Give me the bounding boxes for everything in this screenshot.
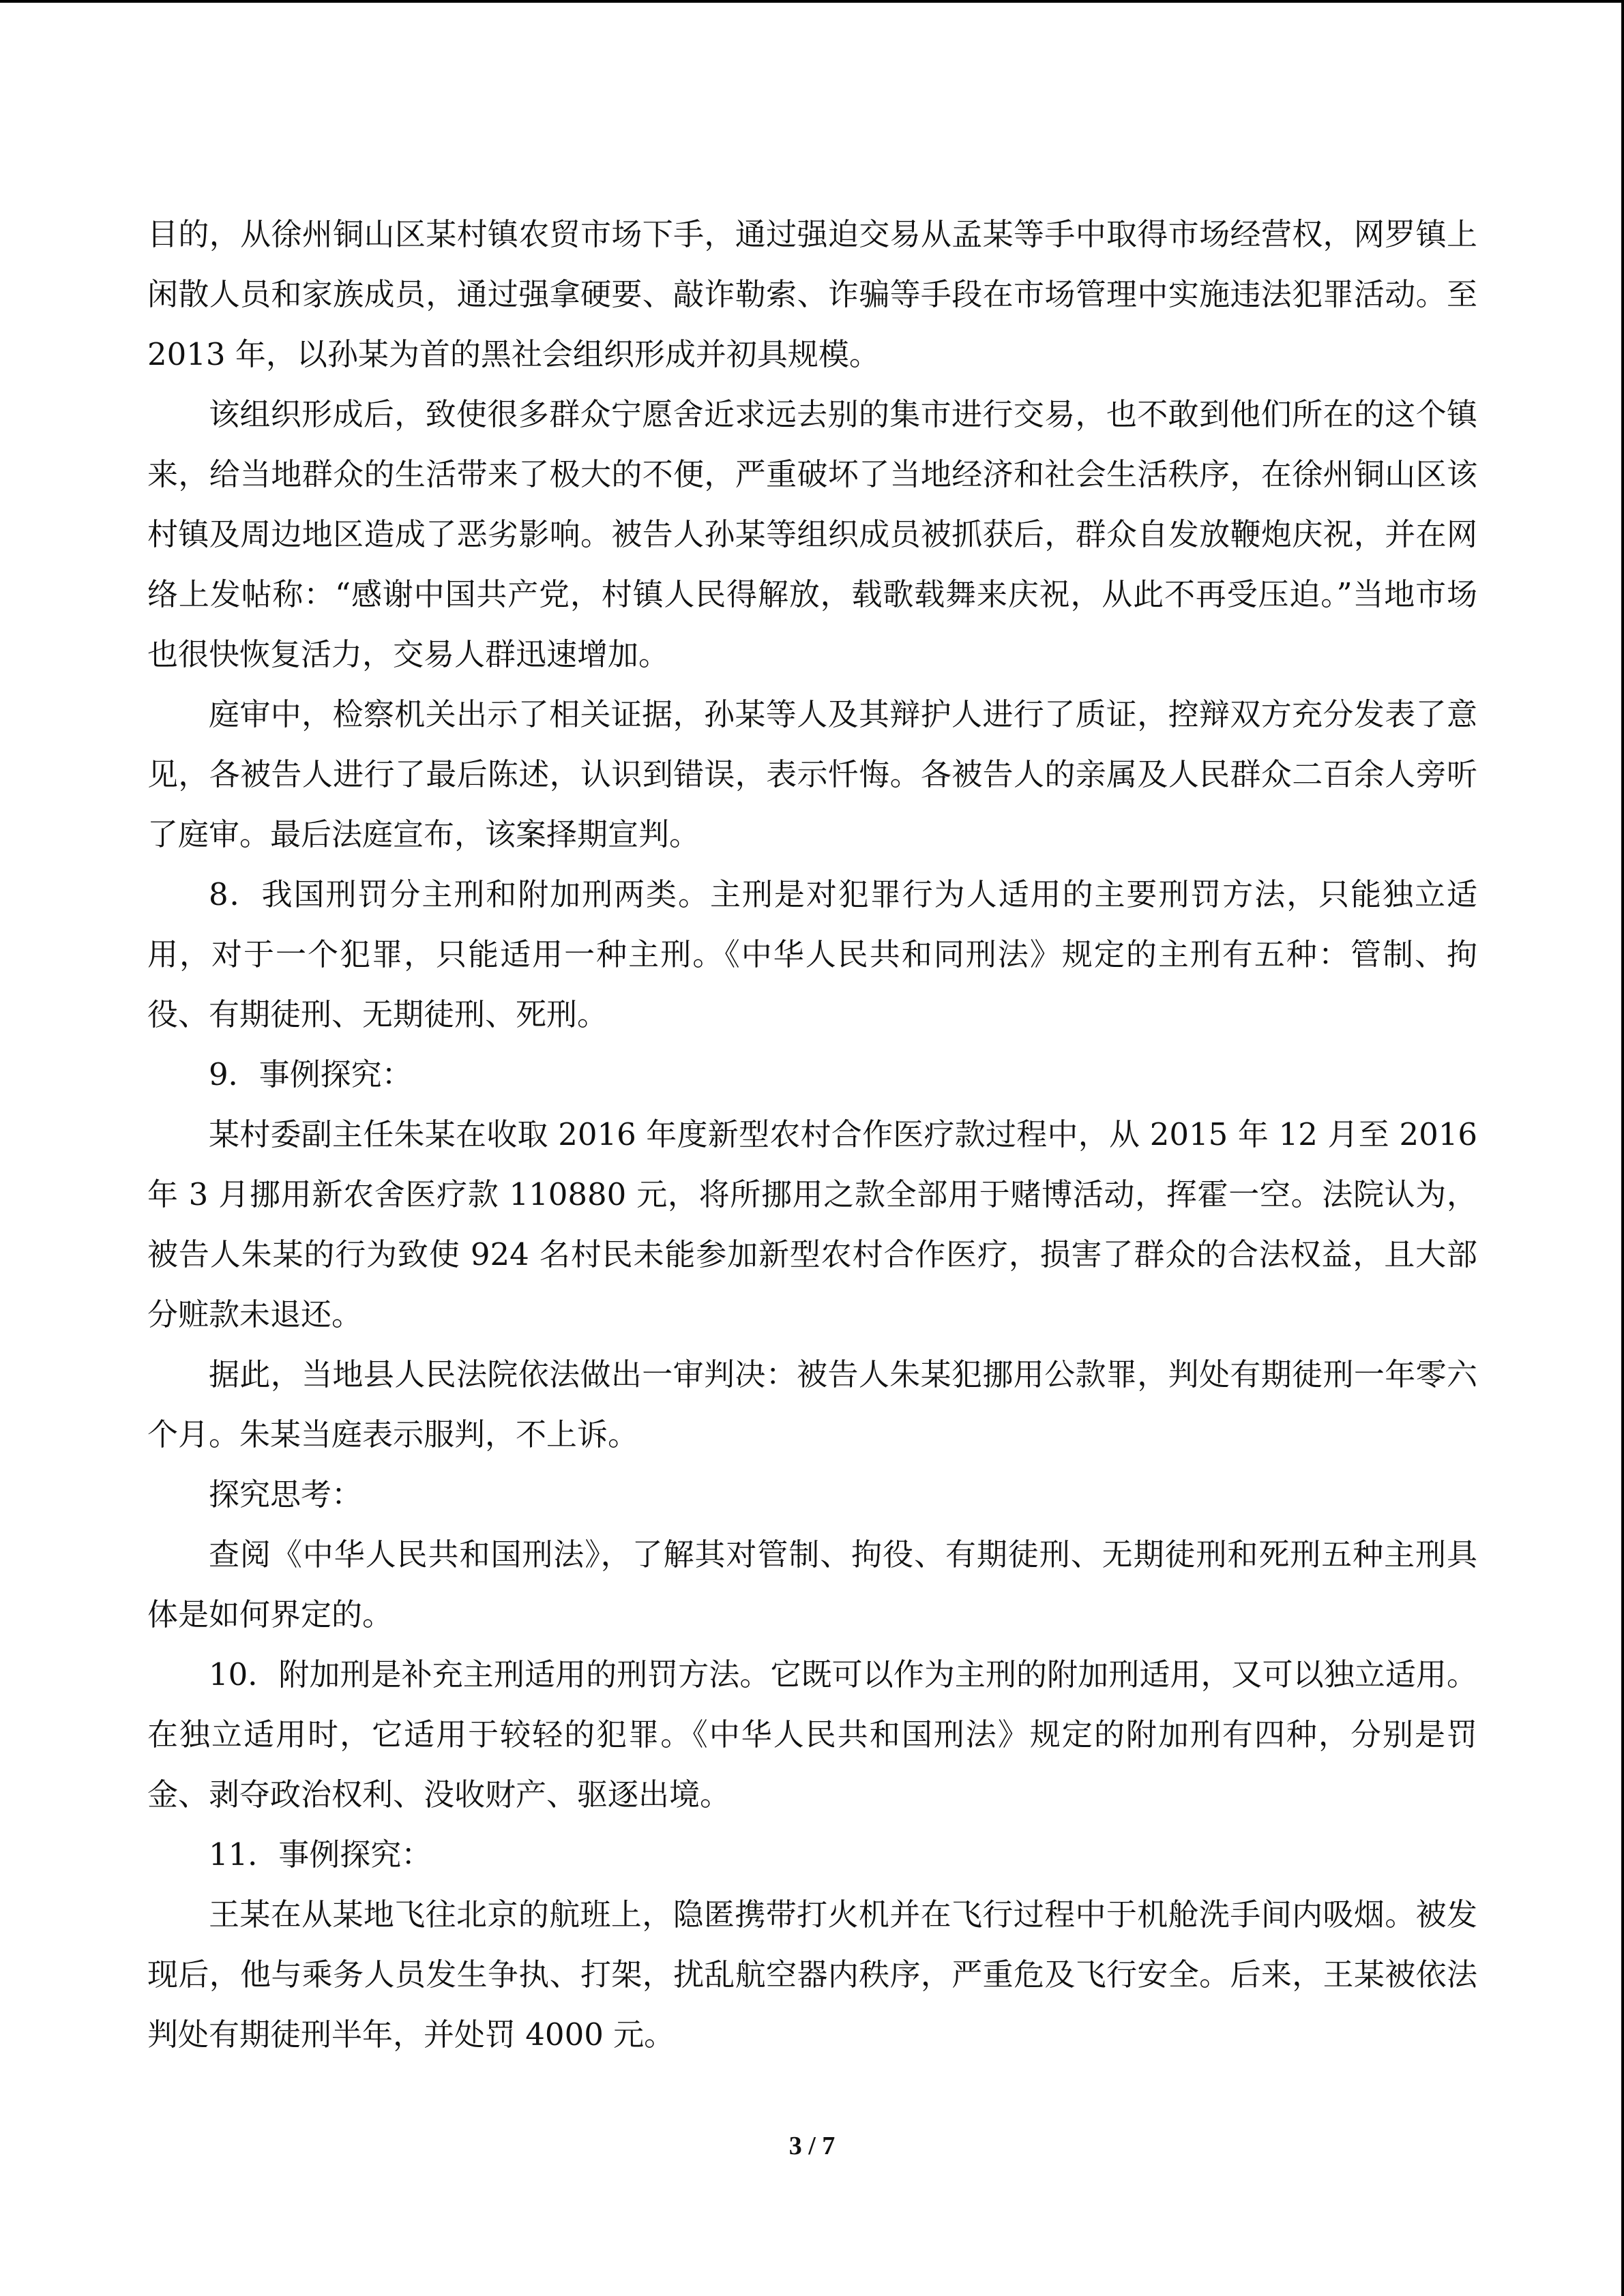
paragraph-item-10: 10．附加刑是补充主刑适用的刑罚方法。它既可以作为主刑的附加刑适用，又可以独立适用。在独立适用时，它适用于较轻的犯罪。《中华人民共和国刑法》规定的附加刑有四种，分别是罚金、剥夺政治权利、没收财产、驱逐出境。 xyxy=(147,1656,1477,1813)
page-right-border xyxy=(1621,0,1624,2296)
paragraph-item-11-heading: 11．事例探究： xyxy=(209,1836,432,1873)
document-body xyxy=(147,205,1477,2065)
paragraph-item-8: 8．我国刑罚分主刑和附加刑两类。主刑是对犯罪行为人适用的主要刑罚方法，只能独立适用，对于一个犯罪，只能适用一种主刑。《中华人民共和同刑法》规定的主刑有五种：管制、拘役、有期徒刑、无期徒刑、死刑。 xyxy=(147,876,1477,1032)
paragraph-item-9-heading: 9．事例探究： xyxy=(209,1056,413,1092)
paragraph-continuation: 目的，从徐州铜山区某村镇农贸市场下手，通过强迫交易从孟某等手中取得市场经营权，网罗镇上闲散人员和家族成员，通过强拿硬要、敲诈勒索、诈骗等手段在市场管理中实施违法犯罪活动。至 2013 年，以孙某为首的黑社会组织形成并初具规模。 xyxy=(147,216,1477,372)
paragraph-trial: 庭审中，检察机关出示了相关证据，孙某等人及其辩护人进行了质证，控辩双方充分发表了意见，各被告人进行了最后陈述，认识到错误，表示忏悔。各被告人的亲属及人民群众二百余人旁听了庭审。最后法庭宣布，该案择期宣判。 xyxy=(147,696,1477,852)
page-number: 3 / 7 xyxy=(788,2132,836,2160)
paragraph-inquiry: 查阅《中华人民共和国刑法》，了解其对管制、拘役、有期徒刑、无期徒刑和死刑五种主刑具体是如何界定的。 xyxy=(147,1536,1477,1632)
paragraph-case-wang: 王某在从某地飞往北京的航班上，隐匿携带打火机并在飞行过程中于机舱洗手间内吸烟。被发现后，他与乘务人员发生争执、打架，扰乱航空器内秩序，严重危及飞行安全。后来，王某被依法判处有期徒刑半年，并处罚 4000 元。 xyxy=(147,1896,1477,2053)
paragraph-impact: 该组织形成后，致使很多群众宁愿舍近求远去别的集市进行交易，也不敢到他们所在的这个镇来，给当地群众的生活带来了极大的不便，严重破坏了当地经济和社会生活秩序，在徐州铜山区该村镇及周边地区造成了恶劣影响。被告人孙某等组织成员被抓获后，群众自发放鞭炮庆祝，并在网络上发帖称：“感谢中国共产党，村镇人民得解放，载歌载舞来庆祝，从此不再受压迫。”当地市场也很快恢复活力，交易人群迅速增加。 xyxy=(147,396,1477,672)
paragraph-judgment: 据此，当地县人民法院依法做出一审判决：被告人朱某犯挪用公款罪，判处有期徒刑一年零六个月。朱某当庭表示服判，不上诉。 xyxy=(147,1356,1477,1452)
paragraph-inquiry-heading: 探究思考： xyxy=(209,1476,363,1512)
page-top-border xyxy=(0,0,1624,3)
paragraph-case-zhu: 某村委副主任朱某在收取 2016 年度新型农村合作医疗款过程中，从 2015 年 12 月至 2016 年 3 月挪用新农舍医疗款 110880 元，将所挪用之款全部用于赌博活动，挥霍一空。法院认为，被告人朱某的行为致使 924 名村民未能参加新型农村合作医疗，损害了群众的合法权益，且大部分赃款未退还。 xyxy=(147,1116,1477,1332)
